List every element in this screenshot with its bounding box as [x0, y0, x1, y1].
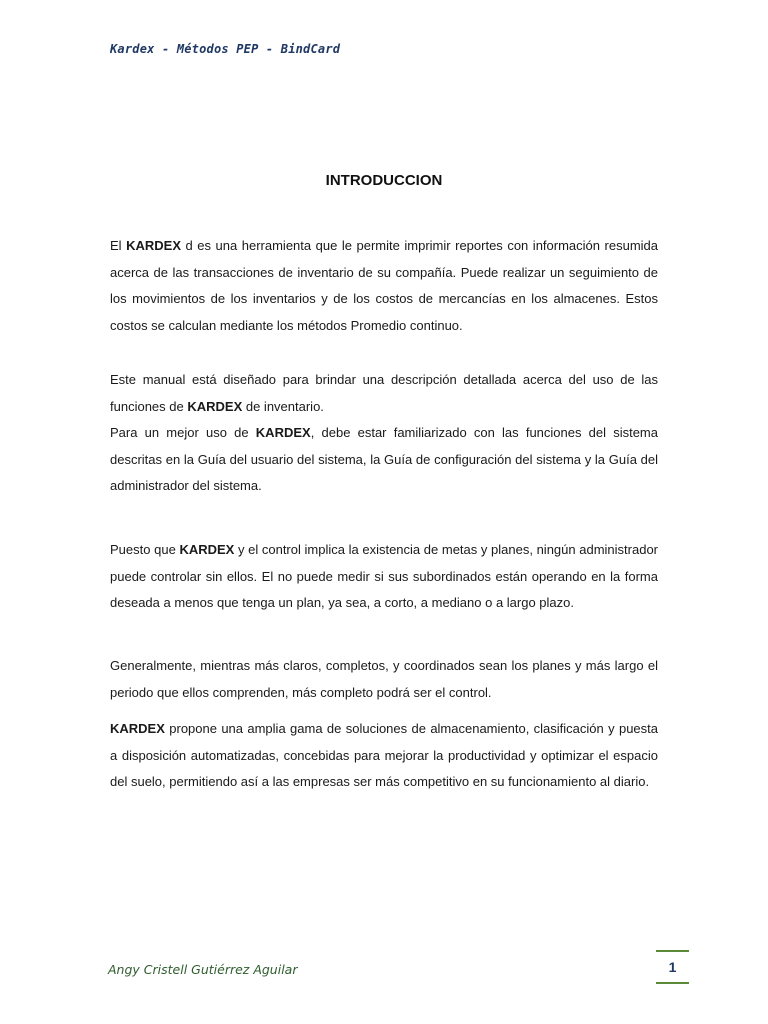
kardex-keyword: KARDEX: [179, 542, 235, 557]
page-title: INTRODUCCION: [325, 172, 443, 189]
kardex-keyword: KARDEX: [110, 721, 165, 736]
paragraph-text: , debe estar familiarizado con las funciones del sistema descritas en la Guía del usuario del sistema, la Guía de configuración del sistema y la Guía del administrador del sistema.: [110, 425, 658, 493]
page-number: 1: [656, 950, 689, 984]
paragraph-6: [110, 716, 658, 796]
paragraph-text: Generalmente, mientras más claros, completos, y coordinados sean los planes y más largo el periodo que ellos comprenden, más completo podrá ser el control.: [110, 658, 658, 700]
paragraph-text: propone una amplia gama de soluciones de almacenamiento, clasificación y puesta a disposición automatizadas, concebidas para mejorar la productividad y optimizar el espacio del suelo, permitiendo así a las empresas ser más competitivo en su funcionamiento al diario.: [110, 721, 658, 789]
footer-author: Angy Cristell Gutiérrez Aguilar: [108, 962, 298, 977]
kardex-keyword: KARDEX: [187, 398, 243, 414]
paragraph-1: [110, 233, 658, 339]
kardex-keyword: KARDEX: [255, 425, 311, 440]
paragraph-4: [110, 537, 658, 617]
paragraph-text: Puesto que: [110, 542, 180, 557]
paragraph-5: [110, 653, 658, 706]
paragraph-text: y el control implica la existencia de metas y planes, ningún administrador puede controlar sin ellos. El no puede medir si sus subordinados están operando en la forma deseada a menos que tenga un plan, ya sea, a corto, a mediano o a largo plazo.: [110, 542, 659, 610]
paragraph-text: El: [110, 238, 127, 253]
paragraph-text: Para un mejor uso de: [110, 425, 256, 440]
paragraph-2: [110, 367, 658, 420]
running-header: Kardex - Métodos PEP - BindCard: [110, 42, 341, 56]
paragraph-text: Este manual está diseñado para brindar una descripción detallada acerca del uso de las funciones de: [110, 372, 658, 414]
paragraph-3: [110, 420, 658, 500]
kardex-keyword: KARDEX: [126, 238, 181, 253]
paragraph-text: d es una herramienta que le permite imprimir reportes con información resumida acerca de las transacciones de inventario de su compañía. Puede realizar un seguimiento de los movimientos de los inventarios y de los costos de mercancías en los almacenes. Estos costos se calculan mediante los métodos Promedio continuo.: [110, 238, 659, 333]
paragraph-text: de inventario.: [242, 398, 324, 414]
